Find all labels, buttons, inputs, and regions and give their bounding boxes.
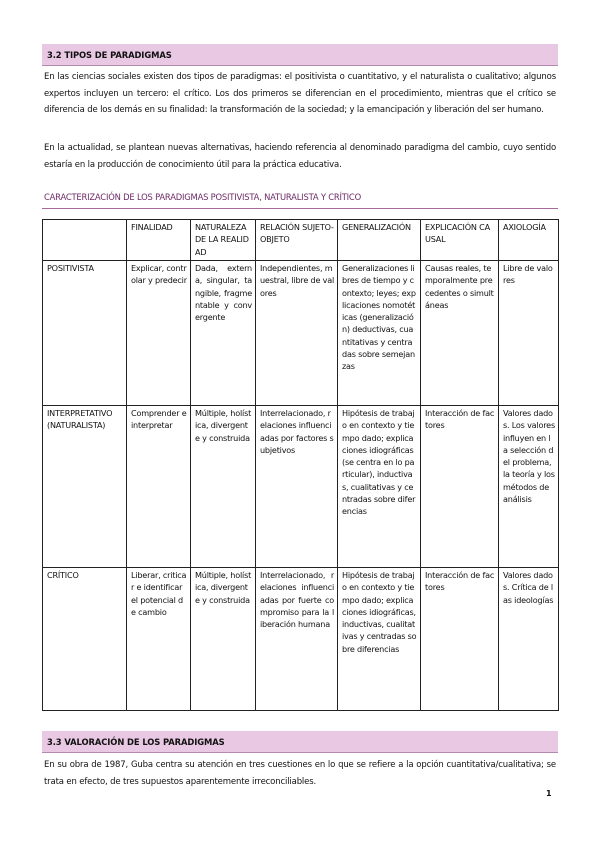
table-cell: Múltiple, holística, divergente y construida [191, 406, 256, 568]
table-cell: Hipótesis de trabajo en contexto y tiempo dado; explicaciones idiográficas, inductivas, cualitativas y centradas sobre diferencias [338, 568, 421, 711]
header-axiologia: AXIOLOGÍA [499, 220, 559, 261]
table-cell: Valores dados. Los valores influyen en la selección del problema, la teoría y los métodos de análisis [499, 406, 559, 568]
table-cell: Hipótesis de trabajo en contexto y tiempo dado; explicaciones idiográficas (se centra en lo particular), inductivas, cualitativas y centradas sobre diferencias [338, 406, 421, 568]
page-number: 1 [546, 789, 552, 798]
section-3-2-paragraph-2: En la actualidad, se plantean nuevas alternativas, haciendo referencia al denominado paradigma del cambio, cuyo sentido estaría en la producción de conocimiento útil para la práctica educativa. [44, 143, 556, 170]
table-cell: Valores dados. Crítica de las ideologías [499, 568, 559, 711]
table-row-positivista [43, 261, 559, 406]
header-explicacion: EXPLICACIÓN CAUSAL [421, 220, 499, 261]
section-3-2-title: 3.2 TIPOS DE PARADIGMAS [42, 44, 558, 66]
header-generalizacion: GENERALIZACIÓN [338, 220, 421, 261]
table-cell: Interacción de factores [421, 406, 499, 568]
table-row-interpretativo [43, 406, 559, 568]
table-row-critico [43, 568, 559, 711]
table-cell: CRÍTICO [43, 568, 127, 711]
table-cell: INTERPRETATIVO (NATURALISTA) [43, 406, 127, 568]
table-cell: Comprender e interpretar [127, 406, 191, 568]
table-cell: Múltiple, holística, divergente y construida [191, 568, 256, 711]
paradigms-table [42, 219, 559, 711]
table-cell: Libre de valores [499, 261, 559, 406]
table-cell: Dada, externa, singular, tangible, fragmentable y convergente [191, 261, 256, 406]
table-cell: Interacción de factores [421, 568, 499, 711]
header-naturaleza: NATURALEZA DE LA REALIDAD [191, 220, 256, 261]
table-subtitle: CARACTERIZACIÓN DE LOS PARADIGMAS POSITIVISTA, NATURALISTA Y CRÍTICO [42, 191, 558, 209]
table-header-row [43, 220, 559, 261]
section-3-2-paragraph-1: En las ciencias sociales existen dos tipos de paradigmas: el positivista o cuantitativo, y el naturalista o cualitativo; algunos expertos incluyen un tercero: el crítico. Los dos primeros se diferencian en el procedimiento, mientras que el crítico se diferencia de los demás en su finalidad: la transformación de la sociedad; y la emancipación y liberación del ser humano. [44, 72, 556, 116]
header-relacion: RELACIÓN SUJETO-OBJETO [256, 220, 338, 261]
section-3-3-paragraph: En su obra de 1987, Guba centra su atención en tres cuestiones en lo que se refiere a la opción cuantitativa/cualitativa; se trata en efecto, de tres supuestos aparentemente irreconciliables. [44, 760, 556, 787]
table-cell: Independientes, muestral, libre de valores [256, 261, 338, 406]
header-cell-empty [43, 220, 127, 261]
table-cell: Causas reales, temporalmente precedentes o simultáneas [421, 261, 499, 406]
table-cell: Generalizaciones libres de tiempo y contexto; leyes; explicaciones nomotéticas (generalización) deductivas, cuantitativas y centradas sobre semejanzas [338, 261, 421, 406]
table-cell: POSITIVISTA [43, 261, 127, 406]
table-cell: Interrelacionado, relaciones influenciadas por fuerte compromiso para la liberación humana [256, 568, 338, 711]
header-finalidad: FINALIDAD [127, 220, 191, 261]
table-cell: Liberar, criticar e identificar el potencial de cambio [127, 568, 191, 711]
table-cell: Explicar, controlar y predecir [127, 261, 191, 406]
section-3-3-title: 3.3 VALORACIÓN DE LOS PARADIGMAS [42, 731, 558, 753]
table-cell: Interrelacionado, relaciones influenciadas por factores subjetivos [256, 406, 338, 568]
